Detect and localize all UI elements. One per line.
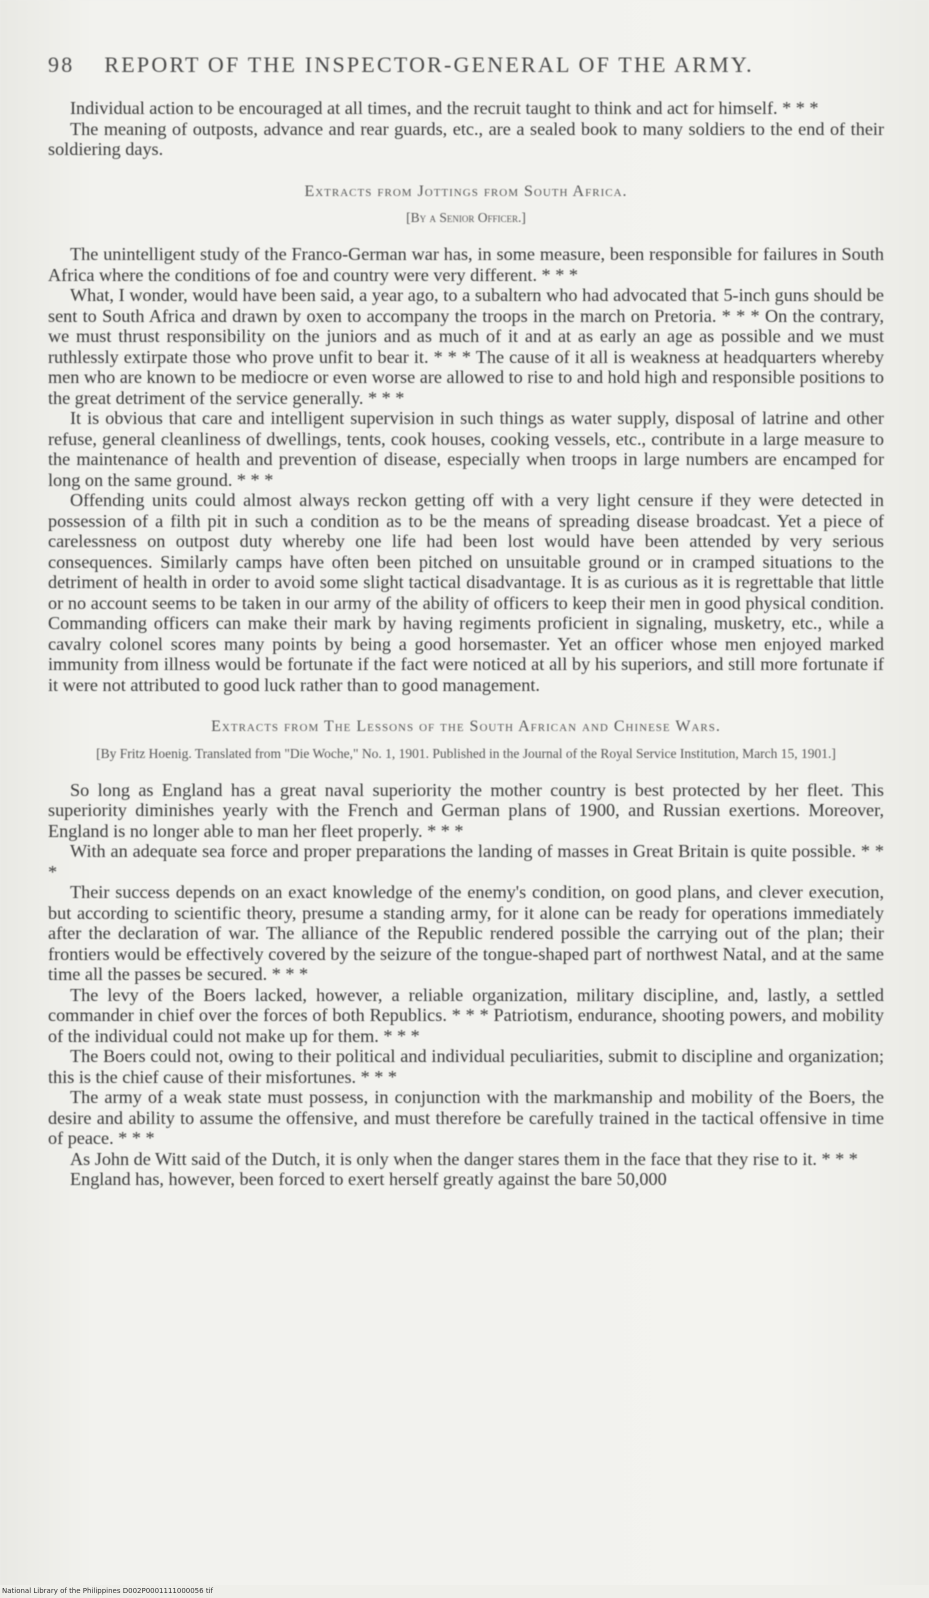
section2-paragraph-4: The levy of the Boers lacked, however, a reliable organization, military discipline, and, lastly, a settled commander in chief over the forces of both Republics. * * * Patriotism, endurance, shooting powers, and mobility of the individual could not make up for them. * * * — [48, 984, 884, 1046]
intro-paragraph-2: The meaning of outposts, advance and rear guards, etc., are a sealed book to many soldiers to the end of their soldiering days. — [48, 118, 884, 159]
page-header — [48, 52, 898, 78]
section1-paragraph-1: The unintelligent study of the Franco-German war has, in some measure, been responsible for failures in South Africa where the conditions of foe and country were very different. * * * — [48, 244, 884, 285]
section2-heading: Extracts from The Lessons of the South African and Chinese Wars. — [211, 718, 721, 735]
section1-paragraph-3: It is obvious that care and intelligent supervision in such things as water supply, disposal of latrine and other refuse, general cleanliness of dwellings, tents, cook houses, cooking vessels, etc., contribute in a large measure to the maintenance of health and prevention of disease, especially when troops in large numbers are encamped for long on the same ground. * * * — [48, 408, 884, 490]
page-number: 98 — [48, 52, 75, 77]
running-title: REPORT OF THE INSPECTOR-GENERAL OF THE ARMY. — [104, 52, 754, 77]
page-body — [48, 98, 884, 1190]
section2-paragraph-5: The Boers could not, owing to their political and individual peculiarities, submit to discipline and organization; this is the chief cause of their misfortunes. * * * — [48, 1046, 884, 1087]
section2-paragraph-1: So long as England has a great naval superiority the mother country is best protected by her fleet. This superiority diminishes yearly with the French and German plans of 1900, and Russian exertions. Moreover, England is no longer able to man her fleet properly. * * * — [48, 779, 884, 841]
section2-paragraph-8: England has, however, been forced to exert herself greatly against the bare 50,000 — [70, 1169, 667, 1189]
section2-paragraph-6: The army of a weak state must possess, in conjunction with the markmanship and mobility of the Boers, the desire and ability to assume the offensive, and must therefore be carefully trained in the tactical offensive in time of peace. * * * — [48, 1087, 884, 1148]
intro-paragraph-1: Individual action to be encouraged at all times, and the recruit taught to think and act for himself. * * * — [70, 98, 819, 118]
section2-paragraph-7: As John de Witt said of the Dutch, it is only when the danger stares them in the face that they rise to it. * * * — [70, 1148, 858, 1169]
section1-paragraph-2: What, I wonder, would have been said, a year ago, to a subaltern who had advocated that 5-inch guns should be sent to South Africa and drawn by oxen to accompany the troops in the march on Pretoria. * * * On the contrary, we must thrust responsibility on the juniors and as much of it and at as early an age as possible and we must ruthlessly extirpate those who prove unfit to bear it. * * * The cause of it all is weakness at headquarters whereby men who are known to be mediocre or even worse are allowed to rise to and hold high and responsible positions to the great detriment of the service generally. * * * — [48, 285, 884, 408]
section1-paragraph-4: Offending units could almost always reckon getting off with a very light censure if they were detected in possession of a filth pit in such a condition as to be the means of spreading disease broadcast. Yet a piece of carelessness on outpost duty whereby one life had been lost would have been attended by very serious consequences. Similarly camps have often been pitched on unsuitable ground or in cramped situations to the detriment of health in order to avoid some slight tactical disadvantage. It is as curious as it is regrettable that little or no account seems to be taken in our army of the ability of officers to keep their men in good physical condition. Commanding officers can make their mark by having regiments proficient in signaling, musketry, etc., while a cavalry colonel scores many points by being a good horsemaster. Yet an officer whose men enjoyed marked immunity from illness would be fortunate if the fact were noticed at all by his superiors, and still more fortunate if it were not attributed to good luck rather than to good management. — [48, 490, 884, 695]
section2-paragraph-2: With an adequate sea force and proper preparations the landing of masses in Great Britain is quite possible. * * * — [48, 841, 884, 882]
section2-paragraph-3: Their success depends on an exact knowledge of the enemy's condition, on good plans, and clever execution, but according to scientific theory, presume a standing army, for it alone can be ready for operations immediately after the declaration of war. The alliance of the Republic rendered possible the carrying out of the plan; their frontiers would be effectively covered by the seizure of the tongue-shaped part of northwest Natal, and at the same time all the passes be secured. * * * — [48, 882, 884, 984]
scan-footer: National Library of the Philippines D002P0001111000056 tif — [0, 1585, 929, 1598]
section1-heading: Extracts from Jottings from South Africa. — [304, 182, 628, 200]
section2-byline: [By Fritz Hoenig. Translated from "Die Woche," No. 1, 1901. Published in the Journal of the Royal Service Institution, March 15, 1901.] — [96, 745, 836, 761]
section1-byline: [By a Senior Officer.] — [406, 210, 526, 225]
